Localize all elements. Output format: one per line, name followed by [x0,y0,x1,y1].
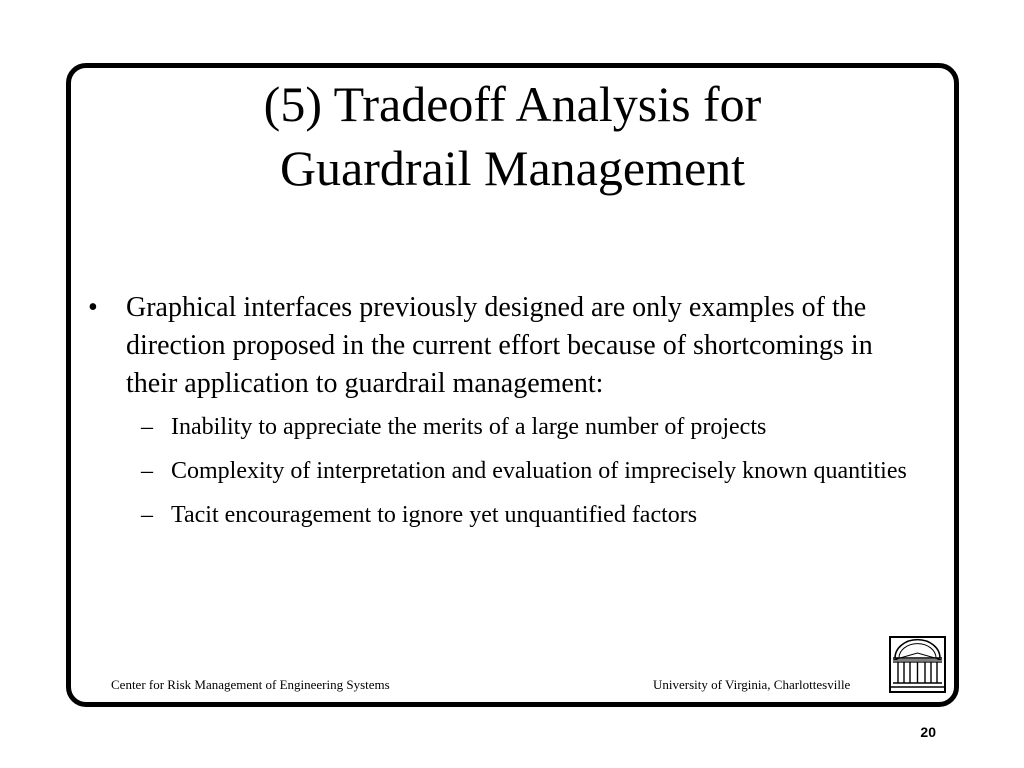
sub-bullet-marker: – [141,414,153,440]
sub-bullet-text: Tacit encouragement to ignore yet unquantified factors [171,502,698,528]
sub-bullet-marker: – [141,458,153,484]
footer-university: University of Virginia, Charlottesville [653,677,851,692]
title-line-2: Guardrail Management [279,140,746,196]
slide-body [88,289,928,543]
bullet-marker: • [88,292,98,323]
title-line-1: (5) Tradeoff Analysis for [263,76,762,132]
rotunda-icon [889,636,946,693]
sub-bullet-marker: – [141,502,153,528]
sub-bullet-list [88,411,928,531]
sub-bullet-item [88,455,928,487]
slide-title [66,72,959,200]
sub-bullet-text: Inability to appreciate the merits of a large number of projects [171,414,767,440]
sub-bullet-item [88,411,928,443]
sub-bullet-text: Complexity of interpretation and evaluation of imprecisely known quantities [171,458,907,484]
bullet-text: Graphical interfaces previously designed are only examples of the direction proposed in the current effort because of shortcomings in their application to guardrail management: [126,292,873,399]
footer-organization: Center for Risk Management of Engineering Systems [111,677,390,692]
bullet-item [88,289,928,403]
page-number: 20 [920,724,936,740]
sub-bullet-item [88,499,928,531]
